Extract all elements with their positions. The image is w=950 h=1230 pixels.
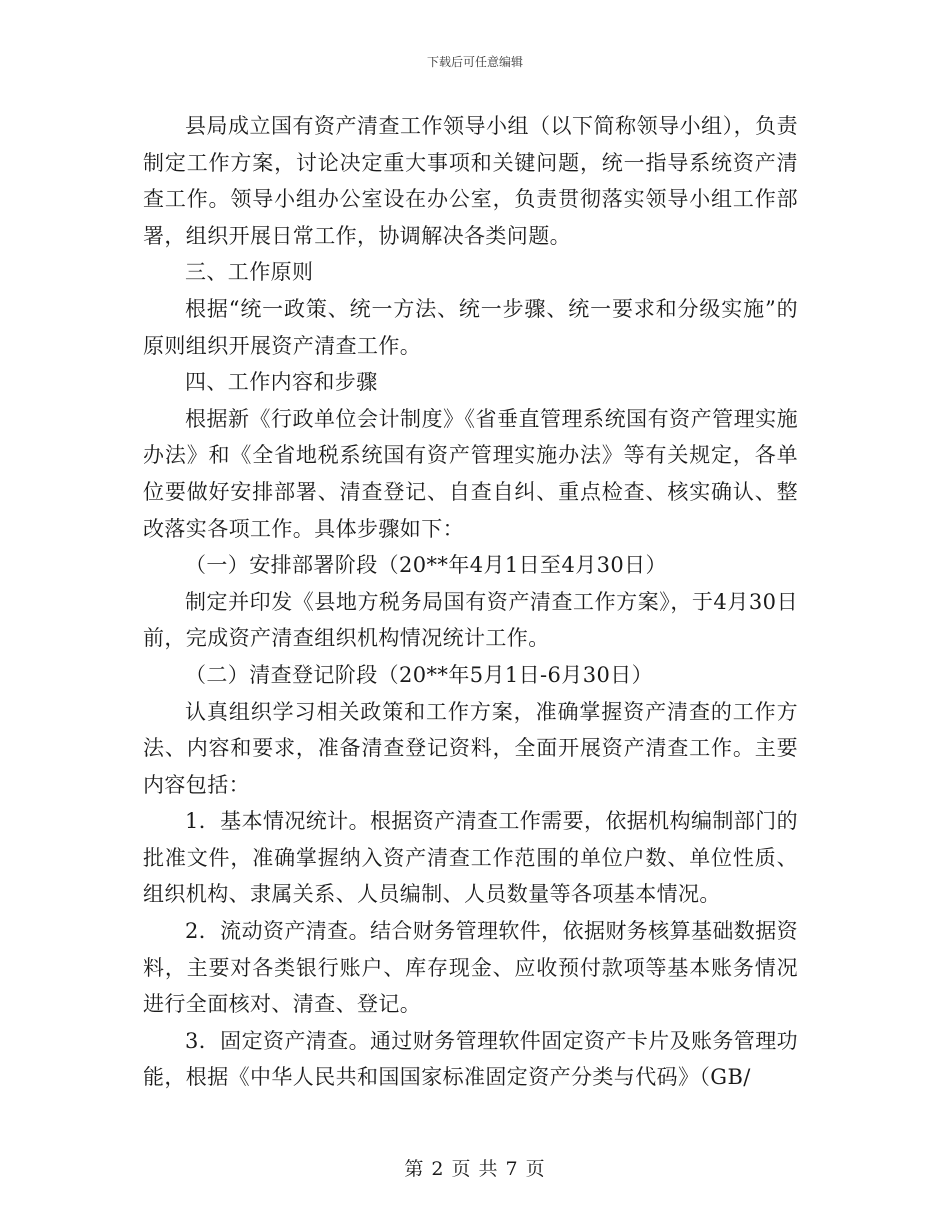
heading-work-content-steps: 四、工作内容和步骤 [185, 370, 378, 395]
paragraph-leadership-group: 县局成立国有资产清查工作领导小组（以下简称领导小组），负责制定工作方案，讨论决定重大事项和关键问题，统一指导系统资产清查工作。领导小组办公室设在办公室，负责贯彻落实领导小组工作部署，组织开展日常工作，协调解决各类问题。 [143, 114, 798, 248]
paragraph-regulations: 根据新《行政单位会计制度》《省垂直管理系统国有资产管理实施办法》和《全省地税系统国有资产管理实施办法》等有关规定，各单位要做好安排部署、清查登记、自查自纠、重点检查、核实确认、整改落实各项工作。具体步骤如下： [143, 406, 798, 541]
document-body [143, 108, 798, 1096]
list-item-current-assets: 2．流动资产清查。结合财务管理软件，依据财务核算基础数据资料，主要对各类银行账户、库存现金、应收预付款项等基本账务情况进行全面核对、清查、登记。 [143, 919, 798, 1017]
paragraph-stage-two: 认真组织学习相关政策和工作方案，准确掌握资产清查的工作方法、内容和要求，准备清查登记资料，全面开展资产清查工作。主要内容包括： [143, 699, 798, 797]
heading-work-principles: 三、工作原则 [185, 260, 314, 285]
page-header-note: 下载后可任意编辑 [426, 55, 523, 69]
paragraph-stage-one: 制定并印发《县地方税务局国有资产清查工作方案》，于4月30日前，完成资产清查组织机构情况统计工作。 [143, 589, 798, 651]
list-item-basic-statistics: 1．基本情况统计。根据资产清查工作需要，依据机构编制部门的批准文件，准确掌握纳入资产清查工作范围的单位户数、单位性质、组织机构、隶属关系、人员编制、人员数量等各项基本情况。 [143, 809, 798, 907]
page-number-footer: 第 2 页 共 7 页 [404, 1158, 546, 1180]
list-item-fixed-assets: 3．固定资产清查。通过财务管理软件固定资产卡片及账务管理功能，根据《中华人民共和国国家标准固定资产分类与代码》（GB/ [143, 1028, 798, 1090]
heading-stage-one: （一）安排部署阶段（20**年4月1日至4月30日） [185, 553, 667, 578]
paragraph-principles: 根据“统一政策、统一方法、统一步骤、统一要求和分级实施”的原则组织开展资产清查工作。 [143, 296, 798, 358]
heading-stage-two: （二）清查登记阶段（20**年5月1日-6月30日） [185, 662, 654, 687]
